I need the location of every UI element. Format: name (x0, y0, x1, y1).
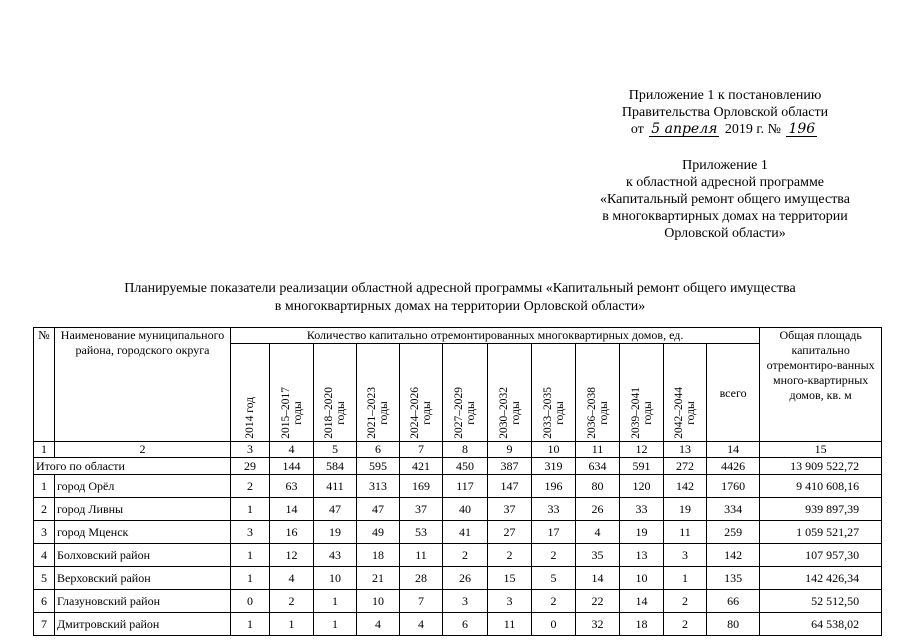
count-value: 7 (400, 590, 443, 613)
count-value: 14 (620, 590, 664, 613)
column-number: 15 (760, 442, 882, 458)
column-number: 3 (231, 442, 270, 458)
row-number: 7 (34, 613, 55, 636)
column-number: 2 (55, 442, 231, 458)
period-header (488, 344, 532, 442)
indicators-table (33, 327, 882, 636)
period-header (270, 344, 314, 442)
count-value: 1 (231, 567, 270, 590)
count-value: 49 (357, 521, 400, 544)
appendix-line: в многоквартирных домах на территории (602, 209, 848, 224)
handwritten-number: 196 (788, 121, 816, 137)
period-label: 2036–2038 годы (585, 387, 610, 439)
column-number: 8 (443, 442, 488, 458)
count-value: 11 (400, 544, 443, 567)
count-value: 10 (314, 567, 357, 590)
period-header (231, 344, 270, 442)
row-number: 2 (34, 498, 55, 521)
handwritten-date: 5 апреля (651, 121, 718, 137)
column-number: 1 (34, 442, 55, 458)
period-label: 2014 год (244, 397, 256, 439)
header-count-group: Количество капитально отремонтированных многоквартирных домов, ед. (231, 328, 760, 344)
title-line: Планируемые показатели реализации областной адресной программы «Капитальный ремонт общего имущества (124, 281, 796, 296)
count-value: 2 (443, 544, 488, 567)
count-value: 35 (576, 544, 620, 567)
count-value: 33 (620, 498, 664, 521)
period-header (620, 344, 664, 442)
count-value: 13 (620, 544, 664, 567)
header-total: всего (707, 344, 760, 442)
table-row (34, 544, 882, 567)
appendix-line: к областной адресной программе (625, 175, 825, 190)
row-sum: 259 (707, 521, 760, 544)
document-title (40, 280, 880, 316)
column-number: 12 (620, 442, 664, 458)
total-value: 272 (664, 458, 707, 475)
row-sum: 135 (707, 567, 760, 590)
row-area: 142 426,34 (760, 567, 882, 590)
row-sum: 334 (707, 498, 760, 521)
count-value: 19 (664, 498, 707, 521)
row-number: 5 (34, 567, 55, 590)
count-value: 11 (488, 613, 532, 636)
row-sum: 80 (707, 613, 760, 636)
total-value: 450 (443, 458, 488, 475)
period-label: 2030–2032 годы (497, 387, 522, 439)
count-value: 1 (664, 567, 707, 590)
count-value: 47 (314, 498, 357, 521)
column-number: 9 (488, 442, 532, 458)
count-value: 1 (231, 613, 270, 636)
count-value: 196 (532, 475, 576, 498)
municipality-name: Глазуновский район (55, 590, 231, 613)
period-label: 2018–2020 годы (323, 387, 347, 439)
appendix-to-resolution (560, 87, 890, 138)
total-value: 634 (576, 458, 620, 475)
table-row (34, 475, 882, 498)
appendix-line: Правительства Орловской области (621, 105, 829, 120)
resolution-date-line (560, 121, 890, 138)
count-value: 3 (664, 544, 707, 567)
count-value: 0 (231, 590, 270, 613)
count-value: 28 (400, 567, 443, 590)
count-value: 1 (231, 498, 270, 521)
period-header (532, 344, 576, 442)
table-row (34, 590, 882, 613)
row-sum: 142 (707, 544, 760, 567)
municipality-name: город Орёл (55, 475, 231, 498)
row-sum: 66 (707, 590, 760, 613)
count-value: 1 (314, 613, 357, 636)
municipality-name: Болховский район (55, 544, 231, 567)
count-value: 1 (231, 544, 270, 567)
count-value: 19 (314, 521, 357, 544)
count-value: 63 (270, 475, 314, 498)
count-value: 2 (664, 613, 707, 636)
count-value: 3 (488, 590, 532, 613)
appendix-line: «Капитальный ремонт общего имущества (600, 192, 850, 207)
count-value: 26 (443, 567, 488, 590)
count-value: 117 (443, 475, 488, 498)
row-number: 6 (34, 590, 55, 613)
count-value: 3 (231, 521, 270, 544)
count-value: 53 (400, 521, 443, 544)
count-value: 2 (532, 544, 576, 567)
count-value: 1 (314, 590, 357, 613)
title-line: в многоквартирных домах на территории Орловской области» (274, 299, 646, 314)
row-area: 939 897,39 (760, 498, 882, 521)
total-area: 13 909 522,72 (760, 458, 882, 475)
appendix-to-program (560, 157, 890, 242)
count-value: 411 (314, 475, 357, 498)
row-number: 3 (34, 521, 55, 544)
period-label: 2033–2035 годы (541, 387, 566, 439)
total-value: 319 (532, 458, 576, 475)
total-value: 421 (400, 458, 443, 475)
count-value: 313 (357, 475, 400, 498)
municipality-name: Верховский район (55, 567, 231, 590)
count-value: 14 (270, 498, 314, 521)
total-value: 584 (314, 458, 357, 475)
period-label: 2027–2029 годы (453, 387, 477, 439)
total-value: 29 (231, 458, 270, 475)
header-area: Общая площадь капитально отремонтиро-ванных много-квартирных домов, кв. м (760, 328, 882, 442)
count-value: 43 (314, 544, 357, 567)
count-value: 10 (620, 567, 664, 590)
column-numbers-row (34, 442, 882, 458)
row-area: 64 538,02 (760, 613, 882, 636)
count-value: 17 (532, 521, 576, 544)
period-header (664, 344, 707, 442)
period-label: 2024–2026 годы (409, 387, 433, 439)
period-label: 2042–2044 годы (673, 387, 697, 439)
row-number: 1 (34, 475, 55, 498)
count-value: 2 (270, 590, 314, 613)
count-value: 47 (357, 498, 400, 521)
total-sum: 4426 (707, 458, 760, 475)
count-value: 4 (576, 521, 620, 544)
column-number: 5 (314, 442, 357, 458)
count-value: 22 (576, 590, 620, 613)
count-value: 147 (488, 475, 532, 498)
header-num: № (34, 328, 55, 442)
count-value: 6 (443, 613, 488, 636)
row-area: 52 512,50 (760, 590, 882, 613)
column-number: 13 (664, 442, 707, 458)
column-number: 4 (270, 442, 314, 458)
count-value: 4 (357, 613, 400, 636)
period-header (443, 344, 488, 442)
count-value: 4 (400, 613, 443, 636)
count-value: 14 (576, 567, 620, 590)
total-value: 387 (488, 458, 532, 475)
row-area: 107 957,30 (760, 544, 882, 567)
count-value: 32 (576, 613, 620, 636)
count-value: 1 (270, 613, 314, 636)
table-row (34, 498, 882, 521)
period-label: 2015–2017 годы (279, 387, 304, 439)
period-header (357, 344, 400, 442)
table-row (34, 567, 882, 590)
row-sum: 1760 (707, 475, 760, 498)
row-number: 4 (34, 544, 55, 567)
table-row (34, 521, 882, 544)
count-value: 10 (357, 590, 400, 613)
period-label: 2039–2041 годы (629, 387, 654, 439)
appendix-line: Приложение 1 к постановлению (628, 88, 822, 103)
count-value: 3 (443, 590, 488, 613)
count-value: 4 (270, 567, 314, 590)
municipality-name: город Ливны (55, 498, 231, 521)
total-value: 144 (270, 458, 314, 475)
header-name: Наименование муниципального района, городского округа (55, 328, 231, 442)
period-header (576, 344, 620, 442)
count-value: 18 (357, 544, 400, 567)
count-value: 21 (357, 567, 400, 590)
count-value: 41 (443, 521, 488, 544)
count-value: 5 (532, 567, 576, 590)
column-number: 11 (576, 442, 620, 458)
appendix-line: Орловской области» (664, 226, 786, 241)
count-value: 142 (664, 475, 707, 498)
count-value: 15 (488, 567, 532, 590)
period-label: 2021–2023 годы (366, 387, 390, 439)
column-number: 14 (707, 442, 760, 458)
count-value: 2 (532, 590, 576, 613)
year-label: 2019 г. № (724, 122, 781, 137)
count-value: 18 (620, 613, 664, 636)
count-value: 120 (620, 475, 664, 498)
column-number: 10 (532, 442, 576, 458)
count-value: 40 (443, 498, 488, 521)
period-header (314, 344, 357, 442)
count-value: 12 (270, 544, 314, 567)
from-label: от (630, 122, 644, 137)
row-area: 1 059 521,27 (760, 521, 882, 544)
total-value: 595 (357, 458, 400, 475)
appendix-line: Приложение 1 (682, 158, 768, 173)
total-row (34, 458, 882, 475)
municipality-name: Дмитровский район (55, 613, 231, 636)
period-header (400, 344, 443, 442)
count-value: 37 (488, 498, 532, 521)
count-value: 2 (488, 544, 532, 567)
table-row (34, 613, 882, 636)
count-value: 169 (400, 475, 443, 498)
count-value: 0 (532, 613, 576, 636)
count-value: 37 (400, 498, 443, 521)
count-value: 19 (620, 521, 664, 544)
total-label: Итого по области (34, 458, 231, 475)
column-number: 6 (357, 442, 400, 458)
count-value: 80 (576, 475, 620, 498)
count-value: 27 (488, 521, 532, 544)
count-value: 11 (664, 521, 707, 544)
municipality-name: город Мценск (55, 521, 231, 544)
count-value: 2 (664, 590, 707, 613)
row-area: 9 410 608,16 (760, 475, 882, 498)
header-row (34, 328, 882, 344)
count-value: 26 (576, 498, 620, 521)
column-number: 7 (400, 442, 443, 458)
count-value: 2 (231, 475, 270, 498)
count-value: 33 (532, 498, 576, 521)
total-value: 591 (620, 458, 664, 475)
count-value: 16 (270, 521, 314, 544)
